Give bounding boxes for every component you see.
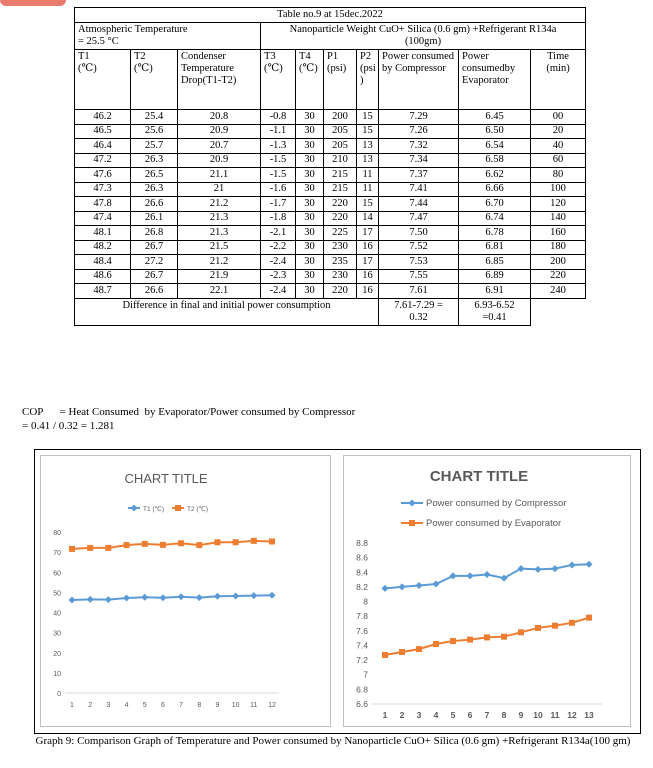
data-point	[178, 593, 185, 600]
data-point	[87, 545, 93, 551]
y-tick-label: 7.8	[356, 611, 368, 622]
table-row	[75, 153, 586, 168]
cell-p1: 220	[324, 197, 357, 212]
data-point	[518, 629, 524, 635]
x-tick-label: 4	[433, 710, 439, 720]
table-row	[75, 124, 586, 139]
cell-drop: 21	[178, 182, 261, 197]
x-tick-label: 4	[124, 702, 129, 709]
x-tick-label: 5	[142, 702, 147, 709]
cell-t2: 25.7	[131, 139, 178, 154]
y-tick-label: 20	[53, 650, 61, 658]
cell-power-compressor: 7.32	[379, 139, 459, 154]
data-point	[552, 623, 558, 629]
cell-power-compressor: 7.34	[379, 153, 459, 168]
cell-drop: 20.7	[178, 139, 261, 154]
cell-t4: 30	[296, 182, 324, 197]
data-point	[69, 546, 75, 552]
cell-time: 20	[531, 124, 586, 139]
cell-power-compressor: 7.50	[379, 226, 459, 241]
cell-power-evaporator: 6.85	[459, 255, 531, 270]
cell-t2: 25.6	[131, 124, 178, 139]
header-condenser-drop: Condenser Temperature Drop(T1-T2)	[178, 50, 261, 110]
data-point	[214, 539, 220, 545]
cell-drop: 21.2	[178, 255, 261, 270]
table-row	[75, 139, 586, 154]
legend-label: Power consumed by Evaporator	[426, 518, 562, 529]
cell-time: 180	[531, 240, 586, 255]
header-p1: P1 (psi)	[324, 50, 357, 110]
cell-t4: 30	[296, 197, 324, 212]
legend-marker	[131, 505, 138, 512]
cell-t2: 26.6	[131, 284, 178, 299]
cell-power-compressor: 7.53	[379, 255, 459, 270]
cell-t4: 30	[296, 110, 324, 125]
cell-t4: 30	[296, 168, 324, 183]
cell-p2: 15	[357, 110, 379, 125]
legend-label: Power consumed by Compressor	[426, 498, 567, 509]
series-line	[72, 595, 272, 600]
cell-t4: 30	[296, 124, 324, 139]
data-point	[269, 538, 275, 544]
cell-t4: 30	[296, 226, 324, 241]
header-t2: T2 (℃)	[131, 50, 178, 110]
cell-power-evaporator: 6.66	[459, 182, 531, 197]
empty-cell	[531, 298, 586, 325]
cell-power-evaporator: 6.54	[459, 139, 531, 154]
cell-t3: -1.1	[261, 124, 296, 139]
atm-value: = 25.5 °C	[78, 36, 119, 48]
y-tick-label: 8.2	[356, 581, 368, 592]
cell-t4: 30	[296, 240, 324, 255]
cell-p2: 17	[357, 255, 379, 270]
y-tick-label: 8.8	[356, 538, 368, 548]
legend-marker	[175, 505, 181, 511]
chart-temperature	[40, 455, 331, 727]
cell-time: 160	[531, 226, 586, 241]
nano-label-2: (100gm)	[404, 36, 442, 48]
series-line	[72, 541, 272, 549]
cell-power-evaporator: 6.78	[459, 226, 531, 241]
cell-drop: 21.1	[178, 168, 261, 183]
y-tick-label: 8.6	[356, 552, 368, 563]
table-row	[75, 255, 586, 270]
data-point	[586, 561, 593, 568]
x-tick-label: 11	[550, 710, 560, 720]
cell-t1: 47.8	[75, 197, 131, 212]
data-point	[233, 539, 239, 545]
cell-t3: -2.2	[261, 240, 296, 255]
cell-time: 240	[531, 284, 586, 299]
cell-t1: 48.1	[75, 226, 131, 241]
cell-time: 40	[531, 139, 586, 154]
figure-caption: Graph 9: Comparison Graph of Temperature and Power consumed by Nanoparticle CuO+ Silica (0.6 gm) +Refrigerant R134a(100 gm)	[35, 735, 631, 747]
cell-t1: 46.4	[75, 139, 131, 154]
cell-p1: 220	[324, 284, 357, 299]
data-point	[399, 583, 406, 590]
x-tick-label: 5	[450, 710, 456, 720]
cell-p1: 230	[324, 269, 357, 284]
data-point	[105, 596, 112, 603]
data-point	[382, 585, 389, 592]
x-tick-label: 11	[250, 702, 258, 709]
data-point	[586, 615, 592, 621]
cop-formula: COP = Heat Consumed by Evaporator/Power consumed by Compressor	[22, 406, 356, 418]
cell-t3: -2.1	[261, 226, 296, 241]
cell-t2: 26.3	[131, 182, 178, 197]
legend-marker	[409, 500, 416, 507]
data-point	[160, 542, 166, 548]
cell-power-compressor: 7.52	[379, 240, 459, 255]
difference-compressor: 7.61-7.29 = 0.32	[379, 298, 459, 325]
cell-t4: 30	[296, 255, 324, 270]
header-t4: T4 (℃)	[296, 50, 324, 110]
red-mark-decoration	[0, 0, 66, 6]
header-t1: T1 (℃)	[75, 50, 131, 110]
data-point	[141, 594, 148, 601]
cell-power-compressor: 7.26	[379, 124, 459, 139]
chart-temperature-svg	[41, 456, 330, 726]
cell-t2: 26.5	[131, 168, 178, 183]
y-tick-label: 50	[53, 590, 61, 598]
cell-time: 140	[531, 211, 586, 226]
data-point	[484, 571, 491, 578]
y-tick-label: 7.4	[356, 640, 368, 651]
cell-power-compressor: 7.44	[379, 197, 459, 212]
y-tick-label: 7.2	[356, 655, 368, 666]
data-table	[74, 7, 586, 326]
cell-p2: 13	[357, 153, 379, 168]
x-tick-label: 10	[231, 702, 240, 709]
cell-p1: 225	[324, 226, 357, 241]
y-tick-label: 70	[53, 550, 61, 558]
data-point	[552, 565, 559, 572]
y-tick-label: 40	[53, 610, 61, 618]
cell-t3: -1.8	[261, 211, 296, 226]
chart-title: CHART TITLE	[124, 471, 208, 486]
table-row	[75, 269, 586, 284]
x-tick-label: 8	[197, 702, 202, 709]
cell-t4: 30	[296, 139, 324, 154]
header-time: Time (min)	[531, 50, 586, 110]
cell-t2: 26.8	[131, 226, 178, 241]
cell-p1: 215	[324, 182, 357, 197]
data-point	[535, 625, 541, 631]
cell-t3: -2.4	[261, 255, 296, 270]
cell-t1: 47.3	[75, 182, 131, 197]
cell-t3: -0.8	[261, 110, 296, 125]
cell-p2: 13	[357, 139, 379, 154]
y-tick-label: 60	[53, 570, 61, 578]
chart-power	[343, 455, 631, 727]
cell-power-evaporator: 6.70	[459, 197, 531, 212]
cell-t3: -1.6	[261, 182, 296, 197]
data-point	[250, 592, 257, 599]
cell-p2: 11	[357, 182, 379, 197]
cell-time: 100	[531, 182, 586, 197]
x-tick-label: 1	[382, 710, 388, 720]
difference-evaporator: 6.93-6.52 =0.41	[459, 298, 531, 325]
data-point	[105, 545, 111, 551]
cell-drop: 20.8	[178, 110, 261, 125]
nano-label: Nanoparticle Weight CuO+ Silica (0.6 gm) +Refrigerant R134a	[289, 24, 557, 36]
cell-t2: 26.7	[131, 269, 178, 284]
table-row	[75, 197, 586, 212]
data-point	[569, 561, 576, 568]
cell-t3: -1.5	[261, 168, 296, 183]
cell-p1: 230	[324, 240, 357, 255]
data-point	[433, 580, 440, 587]
cell-power-evaporator: 6.81	[459, 240, 531, 255]
cell-p2: 15	[357, 197, 379, 212]
cell-p1: 220	[324, 211, 357, 226]
table-row	[75, 182, 586, 197]
data-point	[123, 595, 130, 602]
cell-power-compressor: 7.47	[379, 211, 459, 226]
data-point	[450, 572, 457, 579]
cell-drop: 22.1	[178, 284, 261, 299]
legend-label: T1 (℃)	[143, 506, 165, 513]
table-caption: Table no.9 at 15dec.2022	[75, 8, 586, 23]
cell-power-evaporator: 6.58	[459, 153, 531, 168]
cell-t1: 48.6	[75, 269, 131, 284]
cell-t1: 46.2	[75, 110, 131, 125]
y-tick-label: 0	[57, 691, 61, 698]
cell-p2: 17	[357, 226, 379, 241]
cell-t2: 26.3	[131, 153, 178, 168]
cell-t1: 48.2	[75, 240, 131, 255]
cell-power-evaporator: 6.91	[459, 284, 531, 299]
y-tick-label: 7.6	[356, 625, 368, 636]
data-point	[178, 540, 184, 546]
cell-t4: 30	[296, 269, 324, 284]
x-tick-label: 10	[533, 710, 543, 720]
legend-label: T2 (℃)	[187, 506, 209, 513]
x-tick-label: 7	[179, 702, 184, 709]
y-tick-label: 8	[363, 596, 368, 607]
cell-t3: -1.5	[261, 153, 296, 168]
data-point	[69, 597, 76, 604]
cell-t3: -1.3	[261, 139, 296, 154]
cell-time: 80	[531, 168, 586, 183]
data-point	[382, 652, 388, 658]
data-point	[196, 594, 203, 601]
table-body	[75, 110, 586, 299]
cell-t4: 30	[296, 211, 324, 226]
cell-power-evaporator: 6.62	[459, 168, 531, 183]
cell-power-evaporator: 6.50	[459, 124, 531, 139]
cell-power-compressor: 7.41	[379, 182, 459, 197]
cell-t1: 48.4	[75, 255, 131, 270]
x-tick-label: 9	[518, 710, 524, 720]
cell-time: 120	[531, 197, 586, 212]
data-point	[251, 538, 257, 544]
header-power-compressor: Power consumed by Compressor	[379, 50, 459, 110]
cell-power-compressor: 7.55	[379, 269, 459, 284]
cell-power-compressor: 7.37	[379, 168, 459, 183]
data-point	[416, 646, 422, 652]
cell-p2: 14	[357, 211, 379, 226]
cell-p1: 205	[324, 124, 357, 139]
x-tick-label: 13	[584, 710, 594, 720]
legend-marker	[409, 520, 415, 526]
cell-t1: 46.5	[75, 124, 131, 139]
atm-label: Atmospheric Temperature	[78, 24, 188, 36]
x-tick-label: 7	[484, 710, 490, 720]
table-row	[75, 211, 586, 226]
cell-p2: 15	[357, 124, 379, 139]
table-row	[75, 240, 586, 255]
x-tick-label: 6	[467, 710, 473, 720]
cell-power-evaporator: 6.89	[459, 269, 531, 284]
cop-result: = 0.41 / 0.32 = 1.281	[22, 420, 115, 432]
cell-t4: 30	[296, 284, 324, 299]
cell-p1: 210	[324, 153, 357, 168]
y-tick-label: 10	[53, 670, 61, 678]
cell-t2: 26.6	[131, 197, 178, 212]
cell-t4: 30	[296, 153, 324, 168]
data-point	[433, 641, 439, 647]
cell-t3: -1.7	[261, 197, 296, 212]
x-tick-label: 12	[567, 710, 577, 720]
cell-time: 00	[531, 110, 586, 125]
cell-drop: 21.5	[178, 240, 261, 255]
cell-time: 220	[531, 269, 586, 284]
data-point	[501, 634, 507, 640]
header-t3: T3 (℃)	[261, 50, 296, 110]
header-power-evaporator: Power consumedby Evaporator	[459, 50, 531, 110]
table-row	[75, 284, 586, 299]
cell-t3: -2.4	[261, 284, 296, 299]
data-point	[450, 638, 456, 644]
x-tick-label: 9	[215, 702, 220, 709]
cell-power-compressor: 7.29	[379, 110, 459, 125]
cell-p1: 200	[324, 110, 357, 125]
y-tick-label: 30	[53, 630, 61, 638]
cell-p1: 205	[324, 139, 357, 154]
data-point	[569, 620, 575, 626]
cell-p2: 16	[357, 240, 379, 255]
x-tick-label: 8	[501, 710, 507, 720]
y-tick-label: 7	[363, 669, 368, 680]
cell-power-evaporator: 6.74	[459, 211, 531, 226]
x-tick-label: 6	[160, 702, 165, 709]
x-tick-label: 3	[416, 710, 422, 720]
data-point	[124, 542, 130, 548]
data-point	[142, 541, 148, 547]
data-point	[196, 542, 202, 548]
cell-t2: 27.2	[131, 255, 178, 270]
cell-drop: 20.9	[178, 153, 261, 168]
data-point	[467, 572, 474, 579]
cell-drop: 21.3	[178, 226, 261, 241]
data-point	[484, 634, 490, 640]
cell-p1: 235	[324, 255, 357, 270]
data-point	[467, 637, 473, 643]
cell-time: 60	[531, 153, 586, 168]
x-tick-label: 3	[106, 702, 111, 709]
chart-title: CHART TITLE	[429, 468, 529, 485]
y-tick-label: 6.6	[356, 699, 368, 709]
data-point	[214, 593, 221, 600]
header-p2: P2 (psi )	[357, 50, 379, 110]
cell-t2: 25.4	[131, 110, 178, 125]
cell-drop: 21.2	[178, 197, 261, 212]
data-point	[232, 592, 239, 599]
table-row	[75, 168, 586, 183]
y-tick-label: 6.8	[356, 684, 368, 695]
cell-p2: 16	[357, 269, 379, 284]
data-point	[535, 566, 542, 573]
x-tick-label: 2	[399, 710, 405, 720]
atmospheric-temperature-cell	[75, 23, 261, 50]
y-tick-label: 8.4	[356, 567, 368, 578]
cell-t1: 47.4	[75, 211, 131, 226]
cell-p2: 16	[357, 284, 379, 299]
cell-p1: 215	[324, 168, 357, 183]
cell-t1: 47.6	[75, 168, 131, 183]
nanoparticle-header	[261, 23, 586, 50]
table-row	[75, 226, 586, 241]
cell-drop: 20.9	[178, 124, 261, 139]
data-point	[399, 649, 405, 655]
cell-t3: -2.3	[261, 269, 296, 284]
cell-power-compressor: 7.61	[379, 284, 459, 299]
data-point	[87, 596, 94, 603]
data-point	[416, 582, 423, 589]
cell-t1: 48.7	[75, 284, 131, 299]
table-row	[75, 110, 586, 125]
cell-drop: 21.3	[178, 211, 261, 226]
cell-p2: 11	[357, 168, 379, 183]
cell-time: 200	[531, 255, 586, 270]
data-point	[159, 594, 166, 601]
cell-power-evaporator: 6.45	[459, 110, 531, 125]
cell-drop: 21.9	[178, 269, 261, 284]
x-tick-label: 1	[70, 702, 74, 709]
cell-t2: 26.7	[131, 240, 178, 255]
x-tick-label: 2	[88, 702, 93, 709]
cell-t1: 47.2	[75, 153, 131, 168]
y-tick-label: 80	[53, 530, 61, 537]
x-tick-label: 12	[268, 702, 276, 709]
data-point	[269, 592, 276, 599]
chart-power-svg	[344, 456, 630, 726]
difference-label: Difference in final and initial power consumption	[75, 298, 379, 325]
cell-t2: 26.1	[131, 211, 178, 226]
